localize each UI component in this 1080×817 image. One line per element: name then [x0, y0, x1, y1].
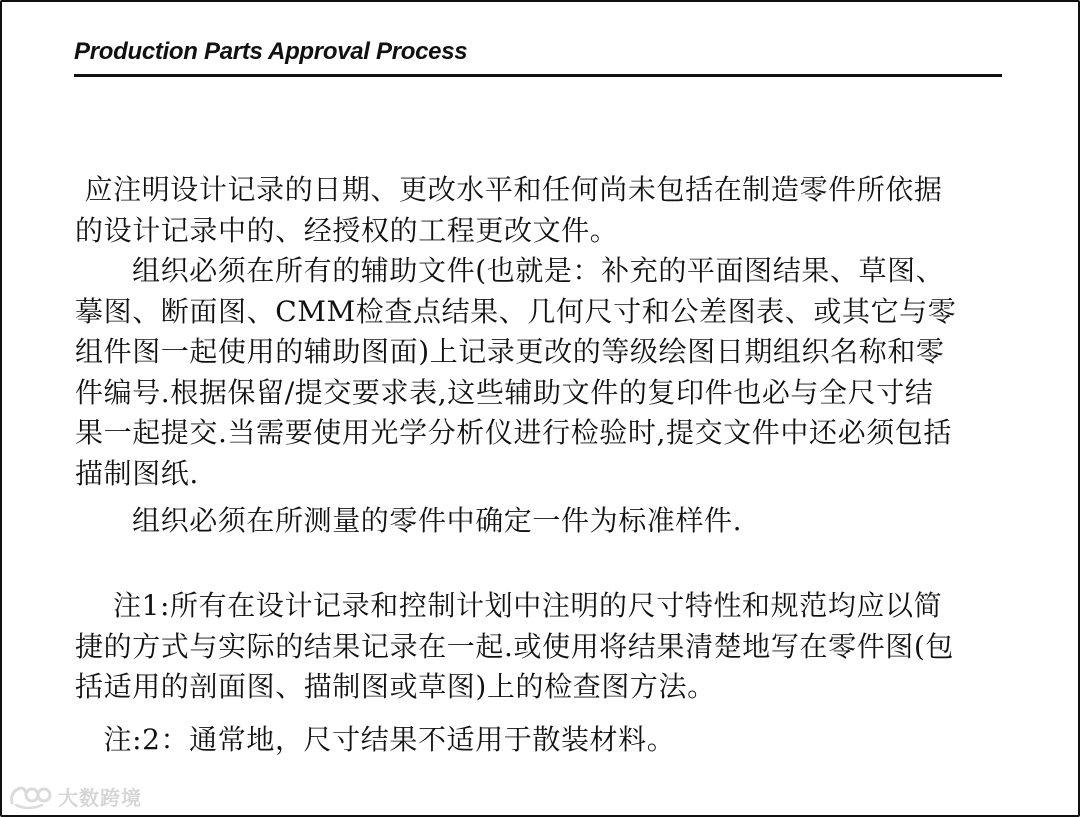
paragraph-2	[75, 251, 1005, 494]
text-line: 组件图一起使用的辅助图面)上记录更改的等级绘图日期组织名称和零	[75, 335, 945, 368]
text-line: 注1:所有在设计记录和控制计划中注明的尺寸特性和规范均应以简	[75, 589, 943, 622]
text-line: 注:2：通常地，尺寸结果不适用于散装材料。	[75, 723, 676, 756]
paragraph-3	[75, 501, 1005, 542]
text-line: 描制图纸.	[75, 456, 199, 490]
text-line: 应注明设计记录的日期、更改水平和任何尚未包括在制造零件所依据	[75, 173, 943, 206]
text-line: 组织必须在所有的辅助文件(也就是：补充的平面图结果、草图、	[75, 254, 945, 287]
paragraph-1	[75, 170, 1005, 251]
text-line: 括适用的剖面图、描制图或草图)上的检查图方法。	[75, 670, 716, 703]
text-line: 的设计记录中的、经授权的工程更改文件。	[75, 213, 619, 247]
brand-logo-icon	[8, 781, 54, 811]
watermark-text: 大数跨境	[58, 785, 142, 810]
text-line: 摹图、断面图、CMM检查点结果、几何尺寸和公差图表、或其它与零	[75, 294, 957, 328]
header-rule	[74, 74, 1002, 77]
text-line: 捷的方式与实际的结果记录在一起.或使用将结果清楚地写在零件图(包	[75, 629, 955, 663]
paragraph-note-1	[75, 586, 1005, 708]
text-line: 组织必须在所测量的零件中确定一件为标准样件.	[75, 504, 743, 537]
paragraph-note-2	[75, 720, 1005, 761]
document-header-title: Production Parts Approval Process	[74, 38, 468, 65]
watermark	[8, 780, 142, 812]
text-line: 件编号.根据保留/提交要求表,这些辅助文件的复印件也必与全尺寸结	[75, 375, 934, 409]
text-line: 果一起提交.当需要使用光学分析仪进行检验时,提交文件中还必须包括	[75, 416, 953, 449]
